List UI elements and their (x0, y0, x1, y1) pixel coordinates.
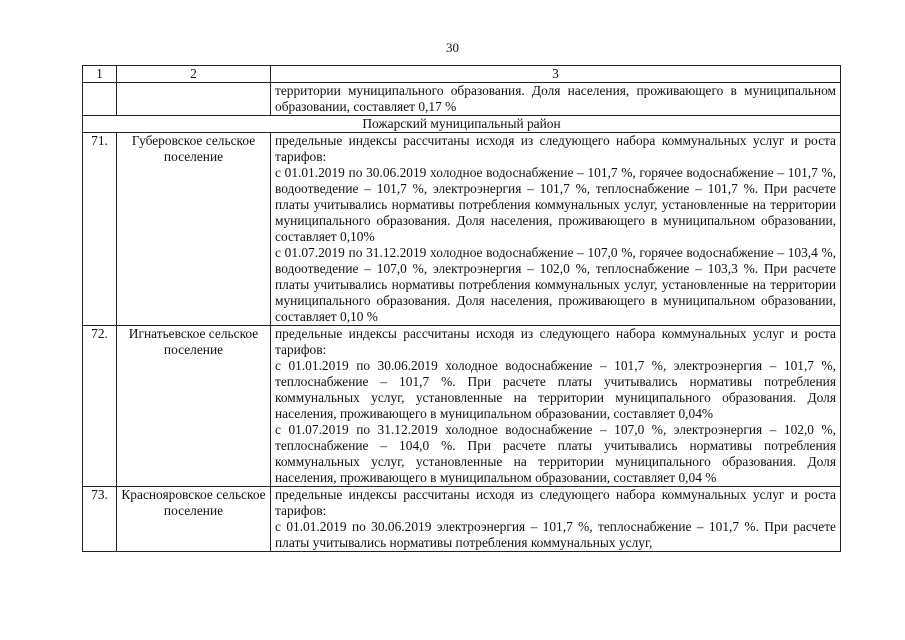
region-row (83, 116, 841, 133)
header-row (83, 66, 841, 83)
row-number: 72. (83, 326, 117, 487)
settlement-name: Краснояровское сельское поселение (117, 487, 271, 552)
header-col-1: 1 (83, 66, 117, 83)
region-heading: Пожарский муниципальный район (83, 116, 841, 133)
tariff-table (82, 65, 841, 552)
continuation-name-cell (117, 83, 271, 116)
tariff-description (271, 487, 841, 552)
table-row (83, 487, 841, 552)
header-col-2: 2 (117, 66, 271, 83)
tariff-intro: предельные индексы рассчитаны исходя из следующего набора коммунальных услуг и роста тарифов: (275, 487, 836, 518)
tariff-period-1: с 01.01.2019 по 30.06.2019 холодное водоснабжение – 101,7 %, горячее водоснабжение – 101,7 %, водоотведение – 101,7 %, электроэнергия – 101,7 %, теплоснабжение – 101,7 %. При расчете платы учитывались нормативы потребления коммунальных услуг, установленные на территории муниципального образования. Доля населения, проживающего в муниципальном образовании, составляет 0,10% (275, 165, 836, 244)
settlement-name: Губеровское сельское поселение (117, 133, 271, 326)
table-row (83, 326, 841, 487)
tariff-period-1: с 01.01.2019 по 30.06.2019 электроэнергия – 101,7 %, теплоснабжение – 101,7 %. При расчете платы учитывались нормативы потребления коммунальных услуг, (275, 519, 836, 550)
continuation-num-cell (83, 83, 117, 116)
tariff-period-1: с 01.01.2019 по 30.06.2019 холодное водоснабжение – 101,7 %, электроэнергия – 101,7 %, теплоснабжение – 101,7 %. При расчете платы учитывались нормативы потребления коммунальных услуг, установленные на территории муниципального образования. Доля населения, проживающего в муниципальном образовании, составляет 0,04% (275, 358, 836, 421)
tariff-period-2: с 01.07.2019 по 31.12.2019 холодное водоснабжение – 107,0 %, электроэнергия – 102,0 %, теплоснабжение – 104,0 %. При расчете платы учитывались нормативы потребления коммунальных услуг, установленные на территории муниципального образования. Доля населения, проживающего в муниципальном образовании, составляет 0,04 % (275, 422, 836, 485)
continuation-row (83, 83, 841, 116)
tariff-description (271, 326, 841, 487)
page-number: 30 (446, 40, 459, 55)
tariff-period-2: с 01.07.2019 по 31.12.2019 холодное водоснабжение – 107,0 %, горячее водоснабжение – 103,4 %, водоотведение – 107,0 %, электроэнергия – 102,0 %, теплоснабжение – 103,3 %. При расчете платы учитывались нормативы потребления коммунальных услуг, установленные на территории муниципального образования. Доля населения, проживающего в муниципальном образовании, составляет 0,10 % (275, 245, 836, 324)
row-number: 71. (83, 133, 117, 326)
tariff-intro: предельные индексы рассчитаны исходя из следующего набора коммунальных услуг и роста тарифов: (275, 326, 836, 357)
table-row (83, 133, 841, 326)
row-number: 73. (83, 487, 117, 552)
settlement-name: Игнатьевское сельское поселение (117, 326, 271, 487)
tariff-intro: предельные индексы рассчитаны исходя из следующего набора коммунальных услуг и роста тарифов: (275, 133, 836, 164)
header-col-3: 3 (271, 66, 841, 83)
continuation-text: территории муниципального образования. Доля населения, проживающего в муниципальном образовании, составляет 0,17 % (271, 83, 841, 116)
tariff-description (271, 133, 841, 326)
